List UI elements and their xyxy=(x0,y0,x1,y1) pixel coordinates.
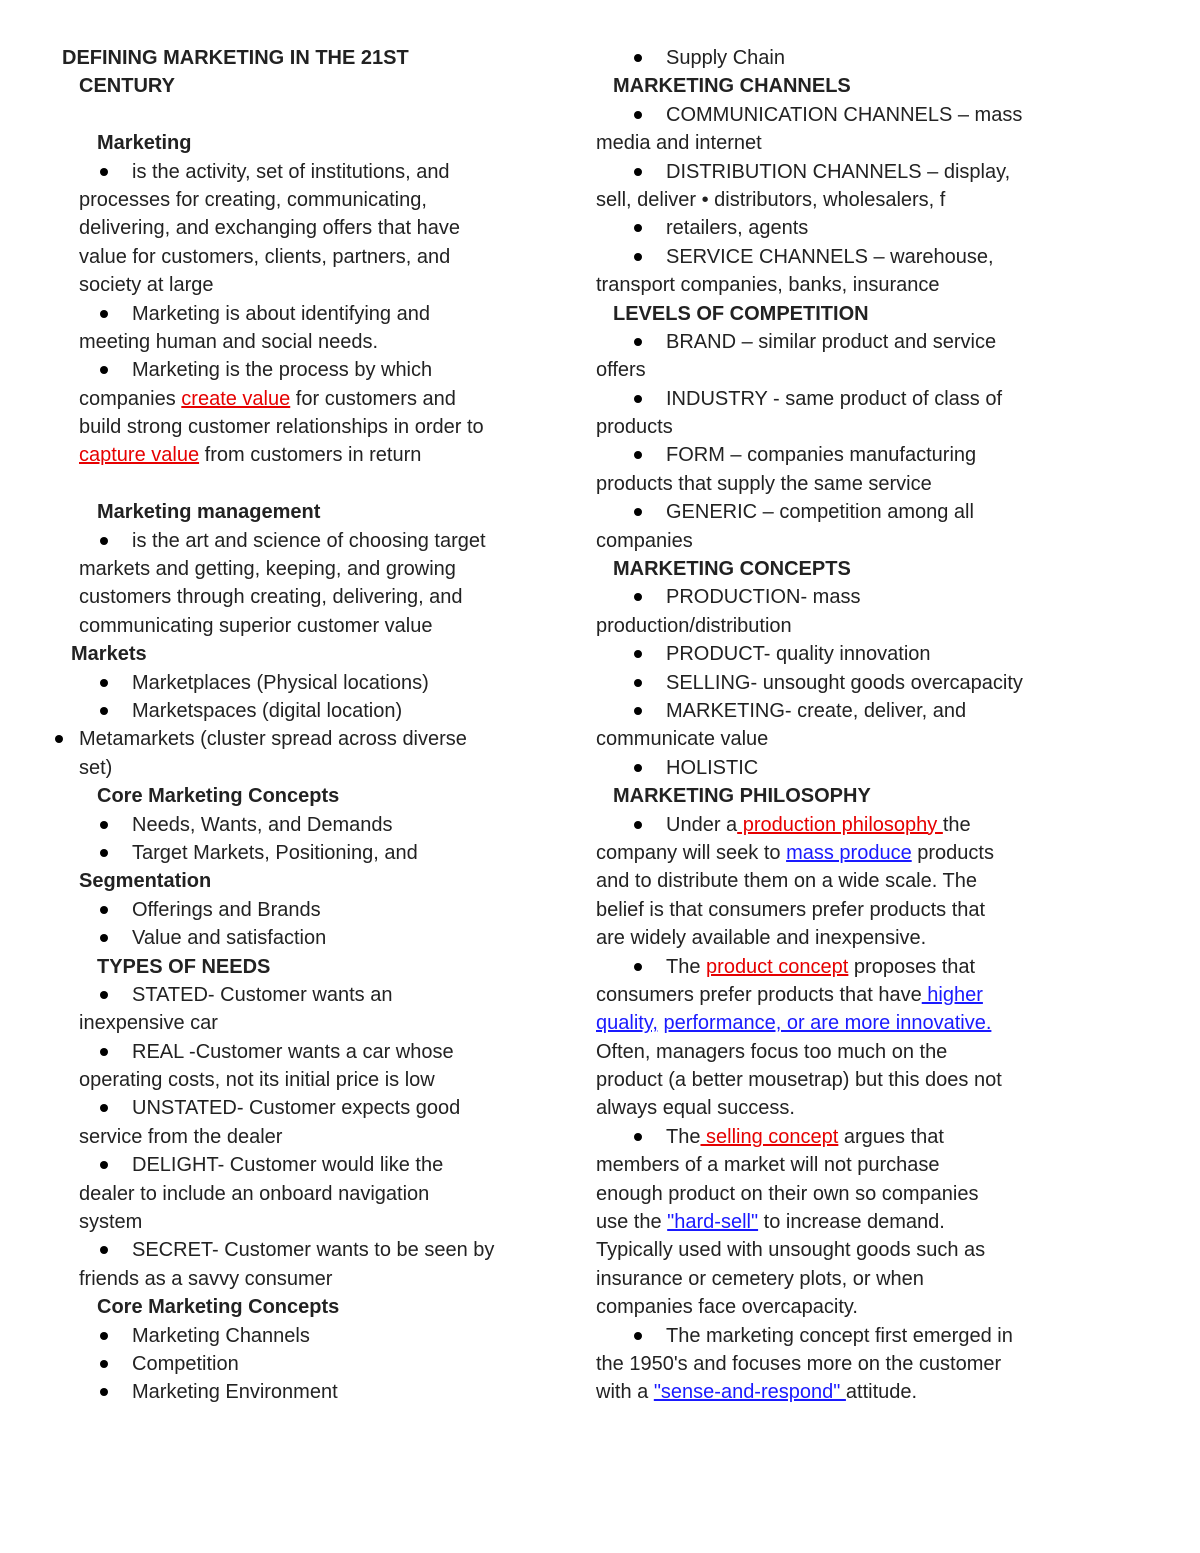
text-span: are widely available and inexpensive. xyxy=(596,927,927,950)
text-span: Value and satisfaction xyxy=(132,927,327,950)
text-span: SELLING- unsought goods overcapacity xyxy=(666,671,1023,694)
text-span: Core Marketing Concepts xyxy=(97,1296,340,1319)
bullet-item xyxy=(596,158,1066,186)
text-line xyxy=(596,413,1066,441)
text-span: with a xyxy=(596,1381,654,1404)
text-span: products xyxy=(596,416,673,439)
text-line xyxy=(62,1180,542,1208)
text-span: dealer to include an onboard navigation xyxy=(79,1182,430,1205)
text-span: companies face overcapacity. xyxy=(596,1296,858,1319)
text-span: the xyxy=(942,813,971,836)
text-span: PRODUCT- quality innovation xyxy=(666,643,931,666)
text-span: always equal success. xyxy=(596,1097,795,1120)
highlighted-term: selling concept xyxy=(700,1125,839,1148)
text-line xyxy=(62,186,542,214)
bullet-item xyxy=(596,385,1066,413)
text-span: Metamarkets (cluster spread across diverse xyxy=(79,728,467,751)
bullet-item xyxy=(596,44,1066,72)
text-span: use the xyxy=(596,1211,668,1234)
text-span: is the activity, set of institutions, and xyxy=(132,160,450,183)
text-span: product (a better mousetrap) but this does not xyxy=(596,1069,1002,1092)
section-heading xyxy=(62,782,542,810)
text-span: products xyxy=(911,841,994,864)
text-line xyxy=(596,470,1066,498)
text-line xyxy=(62,583,542,611)
bullet-item xyxy=(62,1236,542,1264)
bullet-item xyxy=(596,754,1066,782)
blank-line xyxy=(62,470,542,498)
text-span: Marketing xyxy=(97,132,192,155)
bullet-item xyxy=(62,697,542,725)
text-span: system xyxy=(79,1211,143,1234)
bullet-item xyxy=(62,725,542,753)
section-heading xyxy=(62,953,542,981)
text-line xyxy=(596,1378,1066,1406)
text-span: CENTURY xyxy=(79,75,175,98)
text-span: Marketing Channels xyxy=(132,1324,310,1347)
text-line xyxy=(596,1180,1066,1208)
text-span: companies xyxy=(79,387,182,410)
text-span: insurance or cemetery plots, or when xyxy=(596,1267,924,1290)
link-term[interactable]: performance, or are more innovative. xyxy=(663,1012,992,1035)
text-line xyxy=(596,725,1066,753)
text-line xyxy=(596,1208,1066,1236)
text-line xyxy=(596,612,1066,640)
text-span: COMMUNICATION CHANNELS – mass xyxy=(666,103,1023,126)
text-span: is the art and science of choosing target xyxy=(132,529,486,552)
text-line xyxy=(62,441,542,469)
text-span: for customers and xyxy=(290,387,456,410)
text-line xyxy=(596,1236,1066,1264)
bullet-item xyxy=(596,811,1066,839)
text-span: DISTRIBUTION CHANNELS – display, xyxy=(666,160,1011,183)
link-term[interactable]: quality, xyxy=(596,1012,658,1035)
text-line xyxy=(62,1123,542,1151)
text-span: MARKETING CHANNELS xyxy=(613,75,851,98)
text-span: MARKETING- create, deliver, and xyxy=(666,699,967,722)
text-span: BRAND – similar product and service xyxy=(666,330,997,353)
text-span: and to distribute them on a wide scale. The xyxy=(596,870,977,893)
bullet-item xyxy=(62,527,542,555)
text-line xyxy=(596,1066,1066,1094)
text-line xyxy=(62,555,542,583)
bullet-item xyxy=(62,1378,542,1406)
bullet-item xyxy=(62,896,542,924)
text-span: Marketing is the process by which xyxy=(132,359,433,382)
text-span: FORM – companies manufacturing xyxy=(666,444,977,467)
text-line xyxy=(62,612,542,640)
section-heading xyxy=(62,1293,542,1321)
text-line xyxy=(596,356,1066,384)
text-line xyxy=(62,243,542,271)
text-line xyxy=(596,129,1066,157)
text-span: build strong customer relationships in order to xyxy=(79,416,484,439)
bullet-item xyxy=(596,441,1066,469)
section-heading xyxy=(596,300,1066,328)
text-span: Under a xyxy=(666,813,738,836)
text-line xyxy=(596,924,1066,952)
text-span: PRODUCTION- mass xyxy=(666,586,861,609)
text-span: MARKETING PHILOSOPHY xyxy=(613,785,871,808)
text-span: companies xyxy=(596,529,693,552)
text-line xyxy=(62,1265,542,1293)
bullet-item xyxy=(62,300,542,328)
bullet-item xyxy=(62,1094,542,1122)
text-span: Markets xyxy=(71,643,147,666)
text-line xyxy=(596,1265,1066,1293)
section-heading xyxy=(62,72,542,100)
text-span: HOLISTIC xyxy=(666,756,759,779)
text-span: to increase demand. xyxy=(758,1211,945,1234)
text-span: attitude. xyxy=(845,1381,918,1404)
bullet-item xyxy=(596,1322,1066,1350)
text-span: media and internet xyxy=(596,132,762,155)
text-span: belief is that consumers prefer products that xyxy=(596,898,986,921)
text-span: meeting human and social needs. xyxy=(79,330,379,353)
text-line xyxy=(596,271,1066,299)
text-span: communicate value xyxy=(596,728,769,751)
text-span: the 1950's and focuses more on the customer xyxy=(596,1352,1002,1375)
text-span: The marketing concept first emerged in xyxy=(666,1324,1013,1347)
bullet-item xyxy=(62,924,542,952)
text-span: MARKETING CONCEPTS xyxy=(613,558,851,581)
text-span: products that supply the same service xyxy=(596,472,932,495)
section-heading xyxy=(596,782,1066,810)
bullet-item xyxy=(62,669,542,697)
text-line xyxy=(596,1293,1066,1321)
bullet-item xyxy=(596,328,1066,356)
section-heading xyxy=(596,72,1066,100)
text-line xyxy=(596,867,1066,895)
bullet-item xyxy=(62,158,542,186)
text-span: INDUSTRY - same product of class of xyxy=(666,387,1003,410)
section-heading xyxy=(62,129,542,157)
text-span: DELIGHT- Customer would like the xyxy=(132,1154,444,1177)
blank-line xyxy=(62,101,542,129)
bullet-item xyxy=(62,1322,542,1350)
text-line xyxy=(62,385,542,413)
text-span: Offerings and Brands xyxy=(132,898,321,921)
text-span: Segmentation xyxy=(79,870,212,893)
section-heading xyxy=(62,640,542,668)
text-span: inexpensive car xyxy=(79,1012,218,1035)
text-span: Marketing management xyxy=(97,501,321,524)
text-span: members of a market will not purchase xyxy=(596,1154,940,1177)
text-line xyxy=(596,1094,1066,1122)
text-line xyxy=(596,1038,1066,1066)
text-span: service from the dealer xyxy=(79,1125,283,1148)
bullet-item xyxy=(62,839,542,867)
link-term[interactable]: mass produce xyxy=(786,841,912,864)
text-line xyxy=(596,981,1066,1009)
text-line xyxy=(596,1350,1066,1378)
text-span: argues that xyxy=(838,1125,944,1148)
text-span: offers xyxy=(596,359,646,382)
highlighted-term: capture value xyxy=(79,444,200,467)
text-span: production/distribution xyxy=(596,614,792,637)
text-line xyxy=(62,1066,542,1094)
left-column xyxy=(62,44,542,1407)
text-span: set) xyxy=(79,756,113,779)
bullet-item xyxy=(62,981,542,1009)
text-line xyxy=(596,186,1066,214)
text-span: operating costs, not its initial price is low xyxy=(79,1069,435,1092)
text-line xyxy=(62,1009,542,1037)
bullet-item xyxy=(62,1038,542,1066)
text-span: The xyxy=(666,1125,701,1148)
text-span: communicating superior customer value xyxy=(79,614,433,637)
text-span: Needs, Wants, and Demands xyxy=(132,813,393,836)
text-span: UNSTATED- Customer expects good xyxy=(132,1097,461,1120)
text-line xyxy=(62,413,542,441)
bullet-item xyxy=(596,953,1066,981)
text-line xyxy=(62,328,542,356)
text-span: from customers in return xyxy=(199,444,422,467)
right-column xyxy=(596,44,1066,1407)
text-span: processes for creating, communicating, xyxy=(79,188,427,211)
text-span: customers through creating, delivering, and xyxy=(79,586,463,609)
text-span: company will seek to xyxy=(596,841,787,864)
text-span: GENERIC – competition among all xyxy=(666,501,974,524)
text-span: LEVELS OF COMPETITION xyxy=(613,302,869,325)
text-span: SERVICE CHANNELS – warehouse, xyxy=(666,245,994,268)
text-line xyxy=(596,1151,1066,1179)
text-span: TYPES OF NEEDS xyxy=(97,955,271,978)
text-line xyxy=(62,214,542,242)
text-span: Competition xyxy=(132,1352,239,1375)
link-term[interactable]: higher xyxy=(921,983,983,1006)
text-span: sell, deliver • distributors, wholesalers, f xyxy=(596,188,946,211)
text-span: Marketing is about identifying and xyxy=(132,302,430,325)
section-heading xyxy=(596,555,1066,583)
text-span: Often, managers focus too much on the xyxy=(596,1040,948,1063)
text-line xyxy=(62,1208,542,1236)
bullet-item xyxy=(596,697,1066,725)
text-span: delivering, and exchanging offers that have xyxy=(79,217,461,240)
text-line xyxy=(62,754,542,782)
text-line xyxy=(596,839,1066,867)
highlighted-term: product concept xyxy=(706,955,849,978)
text-span: Core Marketing Concepts xyxy=(97,785,340,808)
bullet-item xyxy=(596,640,1066,668)
highlighted-term: production philosophy xyxy=(737,813,943,836)
bullet-item xyxy=(62,1151,542,1179)
text-span: friends as a savvy consumer xyxy=(79,1267,333,1290)
text-span: retailers, agents xyxy=(666,217,809,240)
text-span: society at large xyxy=(79,274,214,297)
text-span: consumers prefer products that have xyxy=(596,983,922,1006)
section-heading xyxy=(62,498,542,526)
bullet-item xyxy=(596,243,1066,271)
text-line xyxy=(596,896,1066,924)
text-span: markets and getting, keeping, and growing xyxy=(79,558,456,581)
text-span: Marketing Environment xyxy=(132,1381,338,1404)
link-term[interactable]: "hard-sell" xyxy=(667,1211,759,1234)
text-span: Marketplaces (Physical locations) xyxy=(132,671,429,694)
bullet-item xyxy=(62,356,542,384)
section-heading xyxy=(62,44,542,72)
text-span: value for customers, clients, partners, and xyxy=(79,245,451,268)
text-span: Marketspaces (digital location) xyxy=(132,699,403,722)
text-line xyxy=(62,271,542,299)
highlighted-term: create value xyxy=(181,387,291,410)
text-span: transport companies, banks, insurance xyxy=(596,274,940,297)
text-span: Supply Chain xyxy=(666,47,785,69)
bullet-item xyxy=(62,811,542,839)
bullet-item xyxy=(596,101,1066,129)
bullet-item xyxy=(596,1123,1066,1151)
link-term[interactable]: "sense-and-respond" xyxy=(653,1381,846,1404)
text-span: STATED- Customer wants an xyxy=(132,983,393,1006)
text-span: Target Markets, Positioning, and xyxy=(132,841,418,864)
section-heading xyxy=(62,867,542,895)
text-span: proposes that xyxy=(848,955,976,978)
bullet-item xyxy=(596,583,1066,611)
text-span: Typically used with unsought goods such as xyxy=(596,1239,986,1262)
text-line xyxy=(596,527,1066,555)
text-span: The xyxy=(666,955,707,978)
text-line xyxy=(596,1009,1066,1037)
bullet-item xyxy=(62,1350,542,1378)
bullet-item xyxy=(596,214,1066,242)
bullet-item xyxy=(596,669,1066,697)
bullet-item xyxy=(596,498,1066,526)
text-span: enough product on their own so companies xyxy=(596,1182,979,1205)
text-span: SECRET- Customer wants to be seen by xyxy=(132,1239,495,1262)
text-span: DEFINING MARKETING IN THE 21ST xyxy=(62,47,409,69)
text-span: REAL -Customer wants a car whose xyxy=(132,1040,454,1063)
